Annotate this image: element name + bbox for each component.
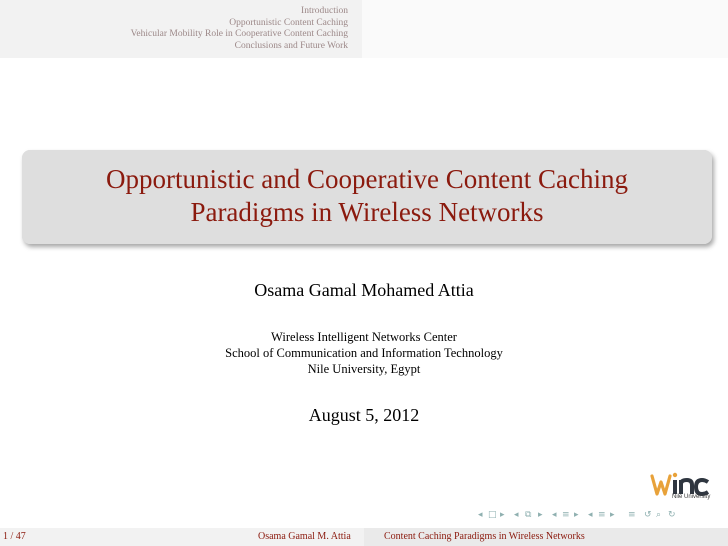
nav-prev-frame-icon[interactable]: ◂ [514, 510, 519, 520]
title-line-1: Opportunistic and Cooperative Content Caching [106, 164, 628, 194]
section-nav [131, 6, 348, 52]
logo-tagline: Nile University [672, 494, 711, 500]
logo-inc-icon [673, 473, 708, 494]
nav-back-icon[interactable]: ↺ [644, 510, 652, 520]
nav-document-icon[interactable]: ≡ [628, 510, 636, 520]
nav-next-subsection-icon[interactable]: ▸ [574, 510, 579, 520]
logo-w-icon [652, 476, 670, 494]
nav-prev-subsection-icon[interactable]: ◂ [552, 510, 557, 520]
title-block [22, 150, 712, 244]
presentation-date: August 5, 2012 [308, 405, 420, 425]
nav-item-conclusions[interactable]: Conclusions and Future Work [234, 40, 348, 51]
nav-section-icon[interactable]: ≡ [598, 510, 606, 520]
nav-next-frame-icon[interactable]: ▸ [538, 510, 543, 520]
title-line-2: Paradigms in Wireless Networks [190, 197, 544, 227]
nav-next-section-icon[interactable]: ▸ [610, 510, 615, 520]
author-name: Osama Gamal Mohamed Attia [254, 280, 474, 300]
nav-prev-icon[interactable]: ◂ [478, 510, 483, 520]
institute-line-2: School of Communication and Information Technology [225, 346, 503, 360]
nav-item-opportunistic-caching[interactable]: Opportunistic Content Caching [229, 17, 348, 28]
nav-subsection-icon[interactable]: ≡ [562, 510, 570, 520]
institute-line-3: Nile University, Egypt [307, 362, 421, 376]
nav-forward-icon[interactable]: ↻ [668, 510, 676, 520]
footer-author: Osama Gamal M. Attia [258, 531, 351, 542]
nav-search-icon[interactable]: ⌕ [656, 510, 662, 520]
nav-frame-icon[interactable]: ⧉ [525, 510, 532, 520]
header-right-panel [362, 0, 728, 58]
nav-item-vehicular-mobility[interactable]: Vehicular Mobility Role in Cooperative Content Caching [130, 29, 348, 39]
beamer-navigation [478, 510, 728, 524]
footer-title: Content Caching Paradigms in Wireless Networks [384, 531, 585, 542]
nav-prev-section-icon[interactable]: ◂ [588, 510, 593, 520]
nav-item-introduction[interactable]: Introduction [301, 6, 348, 16]
institute-block [0, 329, 728, 377]
page-number: 1 / 47 [3, 531, 26, 542]
header-bar [0, 0, 728, 58]
nav-slide-icon[interactable]: □ [488, 510, 497, 520]
institute-line-1: Wireless Intelligent Networks Center [271, 330, 457, 344]
nav-next-icon[interactable]: ▸ [500, 510, 505, 520]
footer-bar [0, 528, 728, 546]
